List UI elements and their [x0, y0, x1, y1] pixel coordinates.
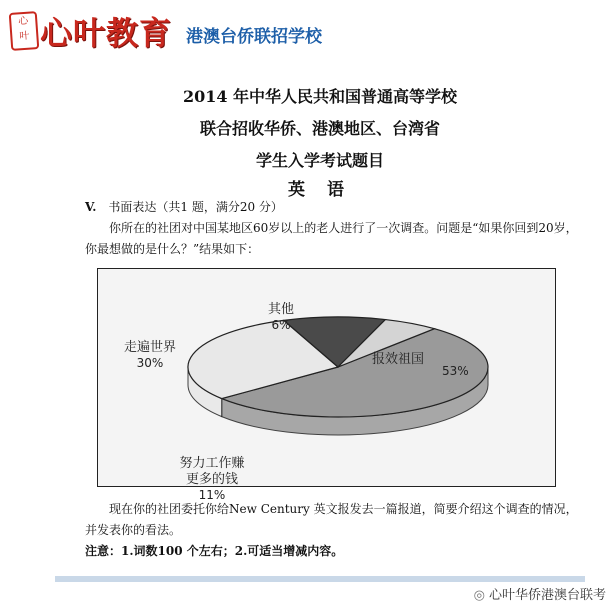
pie-pct-0: 53%	[442, 364, 469, 378]
pie-label-3: 其他	[267, 302, 295, 317]
brand-logo: 心叶教育	[40, 14, 173, 52]
prompt-paragraph: 你所在的社团对中国某地区60岁以上的老人进行了一次调查。问题是“如果你回到20岁，你最想做的是什么？”结果如下：	[85, 221, 578, 256]
exam-title-line1: 2014 年中华人民共和国普通高等学校	[182, 87, 458, 106]
pie-label-1: 走遍世界	[123, 340, 177, 355]
pie-label-0: 报效祖国	[371, 352, 425, 367]
section-title: 书面表达（共1 题，满分20 分）	[108, 200, 283, 214]
survey-pie-chart	[97, 268, 556, 502]
header-banner	[0, 0, 614, 60]
pie-label-line2-2: 更多的钱	[185, 472, 239, 487]
bottom-divider	[55, 576, 585, 582]
task-paragraph: 现在你的社团委托你给New Century 英文报发去一篇报道，简要介绍这个调查的情况，并发表你的看法。	[85, 502, 578, 537]
section-number: V.	[85, 200, 97, 214]
exam-title-line2: 联合招收华侨、港澳地区、台湾省	[199, 119, 440, 138]
pie-pct-1: 30%	[136, 356, 164, 370]
exam-paper	[55, 68, 585, 576]
watermark-text: 心叶华侨港澳台联考	[488, 588, 606, 603]
watermark	[474, 584, 606, 603]
school-name: 港澳台侨联招学校	[186, 27, 322, 47]
exam-subject: 英 语	[288, 180, 352, 200]
pie-label-2: 努力工作赚	[179, 456, 245, 471]
brand-seal-icon: 心 叶	[9, 11, 40, 51]
task-note: 注意：1.词数100 个左右；2.可适当增减内容。	[85, 544, 344, 558]
pie-chart-svg	[98, 269, 555, 502]
pie-pct-2: 11%	[198, 488, 226, 502]
exam-title-line3: 学生入学考试题目	[255, 151, 384, 170]
section-heading	[85, 198, 283, 215]
pie-pct-3: 6%	[271, 318, 291, 332]
wechat-icon: ◎	[473, 588, 485, 603]
